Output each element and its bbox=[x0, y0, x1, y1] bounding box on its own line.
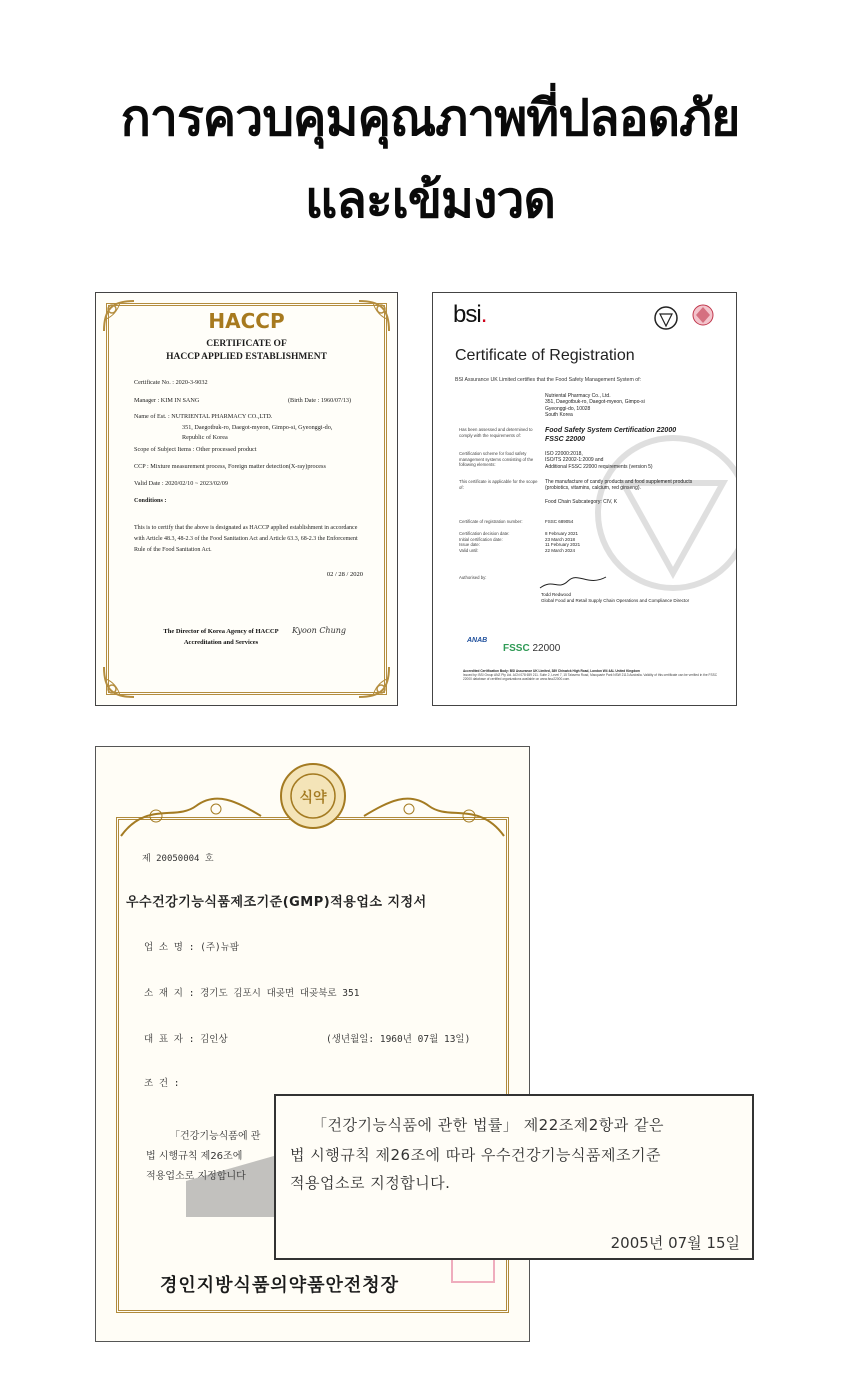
company: Nutriental Pharmacy Co., Ltd. bbox=[545, 393, 611, 399]
emblem-icon bbox=[278, 761, 348, 831]
scheme-value bbox=[545, 451, 725, 470]
floral-ornament-icon bbox=[116, 791, 266, 841]
ornament-icon bbox=[357, 665, 391, 699]
birth-date: (생년월일: 1960년 07월 13일) bbox=[326, 1034, 471, 1045]
requirements-value bbox=[545, 427, 725, 444]
ornament-icon bbox=[102, 665, 136, 699]
signatory-line-2: Accreditation and Services bbox=[183, 639, 259, 646]
requirement-2: FSSC 22000 bbox=[545, 435, 586, 443]
dates-labels bbox=[459, 531, 539, 553]
manager: Manager : KIM IN SANG bbox=[134, 397, 200, 404]
date-value-3: 11 February 2021 bbox=[545, 542, 581, 547]
ccp: CCP : Mixture measurement process, Foreign matter detection(X-ray)process bbox=[134, 463, 326, 470]
signer-name: Todd Redwood bbox=[541, 592, 572, 597]
address-2: Gyeonggi-do, 10028 bbox=[545, 405, 591, 412]
requirements-label: Has been assessed and determined to comply with the requirements of: bbox=[459, 427, 533, 438]
zoom-date: 2005년 07월 15일 bbox=[610, 1234, 740, 1252]
authorised-label: Authorised by: bbox=[459, 575, 487, 580]
date-label-3: Issue date: bbox=[459, 542, 481, 547]
haccp-title-line-2: HACCP APPLIED ESTABLISHMENT bbox=[166, 352, 327, 362]
scope: Scope of Subject Items : Other processed product bbox=[134, 446, 257, 453]
certificate-title: 우수건강기능식품제조기준(GMP)적용업소 지정서 bbox=[126, 895, 427, 910]
establishment-name: Name of Est. : NUTRIENTAL PHARMACY CO.,LTD. bbox=[134, 413, 273, 420]
requirement-1: Food Safety System Certification 22000 bbox=[545, 427, 677, 434]
address-line-2: Republic of Korea bbox=[182, 434, 228, 441]
conditions: 조 건 : bbox=[144, 1078, 180, 1089]
body-fragment-2: 법 시행규칙 제26조에 bbox=[146, 1151, 243, 1162]
body-fragment-1: 「건강기능식품에 관 bbox=[170, 1131, 261, 1142]
birth-date: (Birth Date : 1960/07/13) bbox=[288, 397, 352, 404]
scope-label: This certificate is applicable for the scope of: bbox=[459, 479, 538, 490]
emblem-text: 식약 bbox=[299, 790, 327, 806]
issue-date: 02 / 28 / 2020 bbox=[326, 571, 363, 578]
company-name: 업 소 명 : (주)뉴팜 bbox=[144, 942, 240, 953]
zoomed-text-box bbox=[274, 1094, 754, 1260]
page-title-line-2: และเข้มงวด bbox=[305, 171, 555, 229]
scheme-label: Certification scheme for food safety management systems consisting of the following elements: bbox=[459, 451, 534, 467]
zoom-line-3: 적용업소로 지정합니다. bbox=[290, 1174, 451, 1192]
certificate-footer bbox=[463, 669, 723, 682]
signature: Kyoon Chung bbox=[292, 626, 347, 635]
zoom-line-2: 법 시행규칙 제26조에 따라 우수건강기능식품제조기준 bbox=[290, 1146, 661, 1164]
floral-ornament-icon bbox=[359, 791, 509, 841]
anab-logo: ANAB bbox=[467, 637, 488, 644]
bsi-certificate bbox=[432, 292, 737, 706]
bsi-logo-text: bsi bbox=[453, 301, 481, 328]
zoom-line-1: 「건강기능식품에 관한 법률」 제22조제2항과 같은 bbox=[312, 1116, 665, 1134]
signatory bbox=[151, 626, 291, 648]
date-value-1: 8 February 2021 bbox=[545, 531, 579, 536]
footer-bold: Accredited Certification Body: BSI Assurance UK Limited, 389 Chiswick High Road, London W4 4AL United Kingdom bbox=[463, 669, 640, 673]
scheme-1: ISO 22000:2018, bbox=[545, 451, 583, 457]
address: 소 재 지 : 경기도 김포시 대곶면 대곶북로 351 bbox=[144, 988, 360, 999]
fssc-logo bbox=[503, 643, 560, 654]
fssc-logo-number: 22000 bbox=[532, 643, 561, 654]
date-value-4: 22 March 2024 bbox=[545, 547, 576, 553]
address-3: South Korea bbox=[545, 411, 573, 418]
company-name bbox=[545, 393, 725, 418]
conditions: Conditions : bbox=[134, 497, 167, 504]
certificate-intro: BSI Assurance UK Limited certifies that the Food Safety Management System of: bbox=[455, 377, 641, 383]
certificate-title: Certificate of Registration bbox=[455, 347, 635, 364]
signer-title: Global Food and Retail Supply Chain Operations and Compliance Director bbox=[541, 597, 690, 603]
certificate-number: 제 20050004 호 bbox=[142, 854, 214, 864]
registration-number: FSSC 689054 bbox=[545, 519, 574, 524]
signature-icon bbox=[538, 573, 608, 593]
dates-values bbox=[545, 531, 725, 553]
haccp-certificate bbox=[95, 292, 398, 706]
signatory-line-1: The Director of Korea Agency of HACCP bbox=[163, 628, 279, 635]
scheme-3: Additional FSSC 22000 requirements (version 5) bbox=[545, 463, 653, 470]
representative: 대 표 자 : 김인상 bbox=[144, 1034, 228, 1045]
date-value-2: 23 March 2018 bbox=[545, 536, 576, 542]
food-chain-subcategory: Food Chain Subcategory: CIV, K bbox=[545, 499, 618, 505]
footer-text: Issued by: BSI Group ANZ Pty Ltd. ACN 078 659 211. Suite 2, Level 7, 15 Talavera Road, Macquarie Park NSW 2113 Australia. Validity of this certificate can be verified in the FSSC 22000 database of certified organizations available on www.fssc22000.com. bbox=[463, 673, 718, 682]
date-label-2: Initial certification date: bbox=[459, 536, 503, 542]
bsi-logo bbox=[453, 301, 486, 329]
kitemark-icon bbox=[653, 301, 679, 331]
body-fragment-3: 적용업소로 지정합니다 bbox=[146, 1171, 246, 1182]
haccp-logo: HACCP bbox=[208, 309, 285, 333]
page-title-line-1: การควบคุมคุณภาพที่ปลอดภัย bbox=[120, 89, 740, 147]
certification-statement: This is to certify that the above is designated as HACCP applied establishment in accordance with Article 48.3, 48-2.3 of the Food Sanitation Act and Article 63.3, 68-2.3 the Enforcement Rule of the Food Sanitation Act. bbox=[134, 525, 358, 553]
date-label-4: Valid until: bbox=[459, 547, 479, 553]
registration-label: Certificate of registration number: bbox=[459, 519, 523, 524]
signer bbox=[541, 592, 721, 603]
royal-charter-icon bbox=[688, 303, 718, 331]
date-label-1: Certification decision date: bbox=[459, 531, 510, 536]
certificate-number: Certificate No. : 2020-3-9032 bbox=[134, 379, 208, 386]
address-1: 351, Daegotbuk-ro, Daegot-myeon, Gimpo-si bbox=[545, 399, 645, 406]
haccp-title-line-1: CERTIFICATE OF bbox=[206, 339, 287, 349]
scope-value: The manufacture of candy products and food supplement products (probiotics, vitamins, calcium, red ginseng). bbox=[545, 479, 693, 492]
fssc-logo-text: FSSC bbox=[503, 643, 530, 654]
valid-date: Valid Date : 2020/02/10 ~ 2023/02/09 bbox=[134, 480, 228, 487]
bsi-logo-dot: . bbox=[480, 301, 487, 328]
address-line-1: 351, Daegotbuk-ro, Daegot-myeon, Gimpo-si, Gyeonggi-do, bbox=[182, 424, 333, 431]
scheme-2: ISO/TS 22002-1:2009 and bbox=[545, 457, 604, 464]
issuing-agency: 경인지방식품의약품안전청장 bbox=[160, 1275, 400, 1296]
